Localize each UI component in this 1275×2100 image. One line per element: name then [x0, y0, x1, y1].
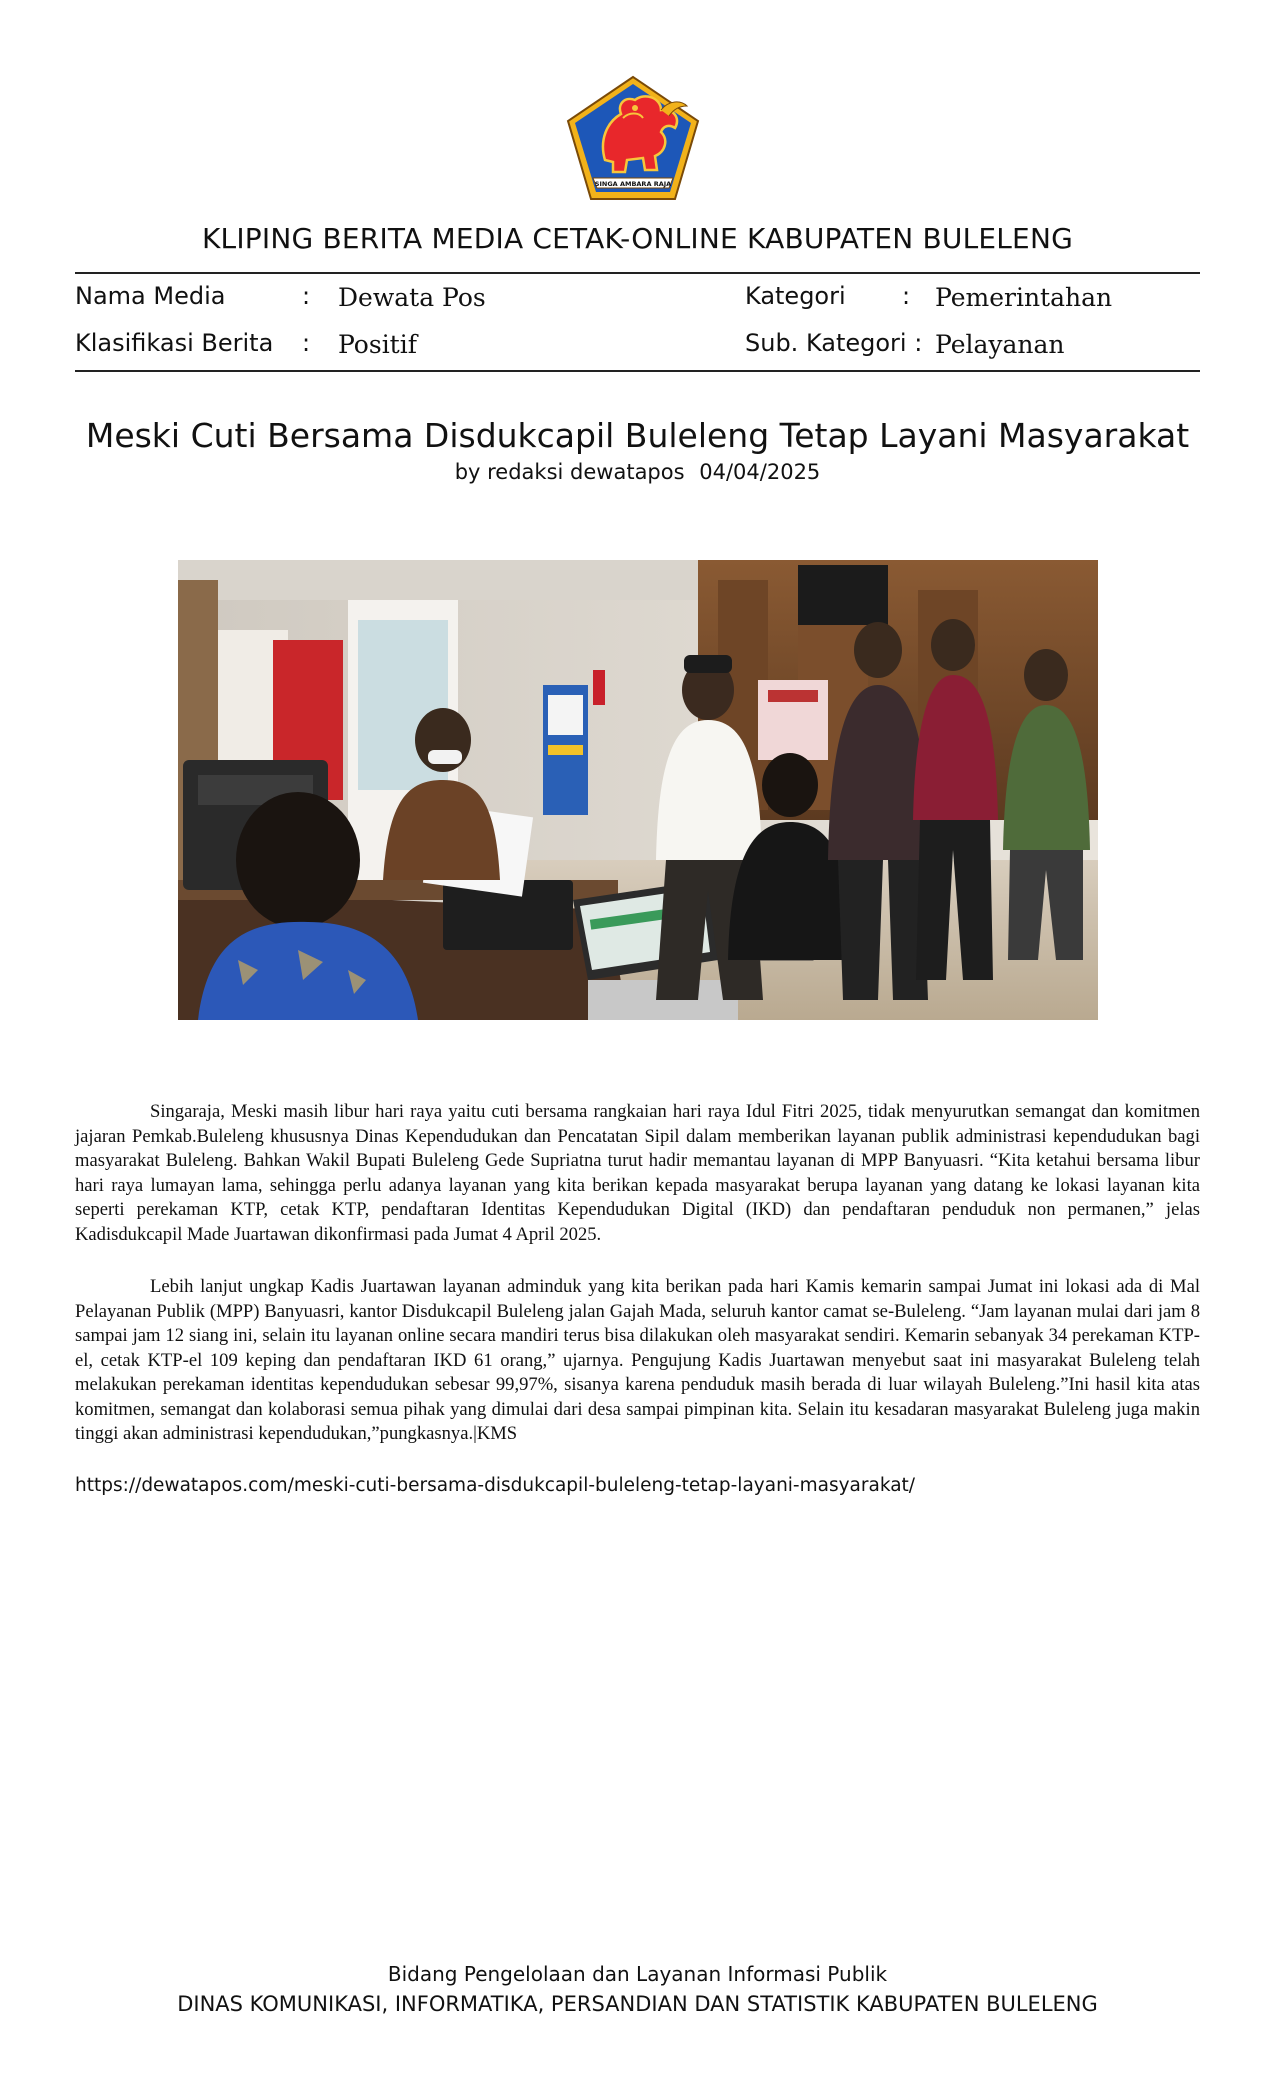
- buleleng-crest-logo: [565, 74, 701, 202]
- category-colon: :: [902, 282, 911, 310]
- news-classification-colon: :: [302, 329, 311, 357]
- category-label: Kategori: [745, 282, 846, 310]
- media-name-value: Dewata Pos: [338, 283, 486, 312]
- article-byline: [0, 460, 1275, 484]
- sub-category-label: Sub. Kategori :: [745, 329, 923, 357]
- byline-author: by redaksi dewatapos: [454, 460, 685, 484]
- footer-agency: DINAS KOMUNIKASI, INFORMATIKA, PERSANDIAN DAN STATISTIK KABUPATEN BULELENG: [177, 1992, 1098, 2016]
- news-photo: [178, 560, 1098, 1020]
- clipping-title: KLIPING BERITA MEDIA CETAK-ONLINE KABUPATEN BULELENG: [201, 222, 1073, 255]
- header-divider-top: [75, 272, 1200, 274]
- article-paragraph-1: [75, 1100, 1200, 1247]
- header-divider-bottom: [75, 370, 1200, 372]
- footer-division: Bidang Pengelolaan dan Layanan Informasi Publik: [387, 1962, 888, 1986]
- paragraph-1-text: Singaraja, Meski masih libur hari raya yaitu cuti bersama rangkaian hari raya Idul Fitri 2025, tidak menyurutkan semangat dan komitmen jajaran Pemkab.Buleleng khususnya Dinas Kependudukan dan Pencatatan Sipil dalam memberikan layanan publik administrasi kependudukan bagi masyarakat Buleleng. Bahkan Wakil Bupati Buleleng Gede Supriatna turut hadir memantau layanan di MPP Banyuasri. “Kita ketahui bersama libur hari raya lumayan lama, sehingga perlu adanya layanan yang kita berikan kepada masyarakat berupa layanan yang datang ke lokasi layanan kita seperti perekaman KTP, cetak KTP, pendaftaran Identitas Kependudukan Digital (IKD) dan pendaftaran penduduk non permanen,” jelas Kadisdukcapil Made Juartawan dikonfirmasi pada Jumat 4 April 2025.: [75, 1101, 1200, 1245]
- byline-date: 04/04/2025: [699, 460, 821, 484]
- article-headline: Meski Cuti Bersama Disdukcapil Buleleng Tetap Layani Masyarakat: [85, 416, 1190, 455]
- news-classification-label: Klasifikasi Berita: [75, 329, 274, 357]
- article-paragraph-2: [75, 1275, 1200, 1447]
- paragraph-2-text: Lebih lanjut ungkap Kadis Juartawan layanan adminduk yang kita berikan pada hari Kamis kemarin sampai Jumat ini lokasi ada di Mal Pelayanan Publik (MPP) Banyuasri, kantor Disdukcapil Buleleng jalan Gajah Mada, seluruh kantor camat se-Buleleng. “Jam layanan mulai dari jam 8 sampai jam 12 siang ini, selain itu layanan online secara mandiri terus bisa dilakukan oleh masyarakat sendiri. Kemarin sebanyak 34 perekaman KTP-el, cetak KTP-el 109 keping dan pendaftaran IKD 61 orang,” ujarnya. Pengujung Kadis Juartawan menyebut saat ini masyarakat Buleleng telah melakukan perekaman identitas kependudukan sebesar 99,97%, sisanya karena penduduk masih berada di luar wilayah Buleleng.”Ini hasil kita atas komitmen, semangat dan kolaborasi semua pihak yang dimulai dari desa sampai pimpinan kita. Selain itu kesadaran masyarakat Buleleng juga makin tinggi akan administrasi kependudukan,”pungkasnya.|KMS: [75, 1276, 1200, 1444]
- sub-category-value: Pelayanan: [935, 330, 1065, 359]
- category-value: Pemerintahan: [935, 283, 1113, 312]
- media-name-colon: :: [302, 282, 311, 310]
- media-name-label: Nama Media: [75, 282, 226, 310]
- source-url-link[interactable]: https://dewatapos.com/meski-cuti-bersama-disdukcapil-buleleng-tetap-layani-masyarakat/: [75, 1475, 916, 1496]
- news-classification-value: Positif: [338, 330, 417, 359]
- logo-motto-text: SINGA AMBARA RAJA: [594, 180, 672, 188]
